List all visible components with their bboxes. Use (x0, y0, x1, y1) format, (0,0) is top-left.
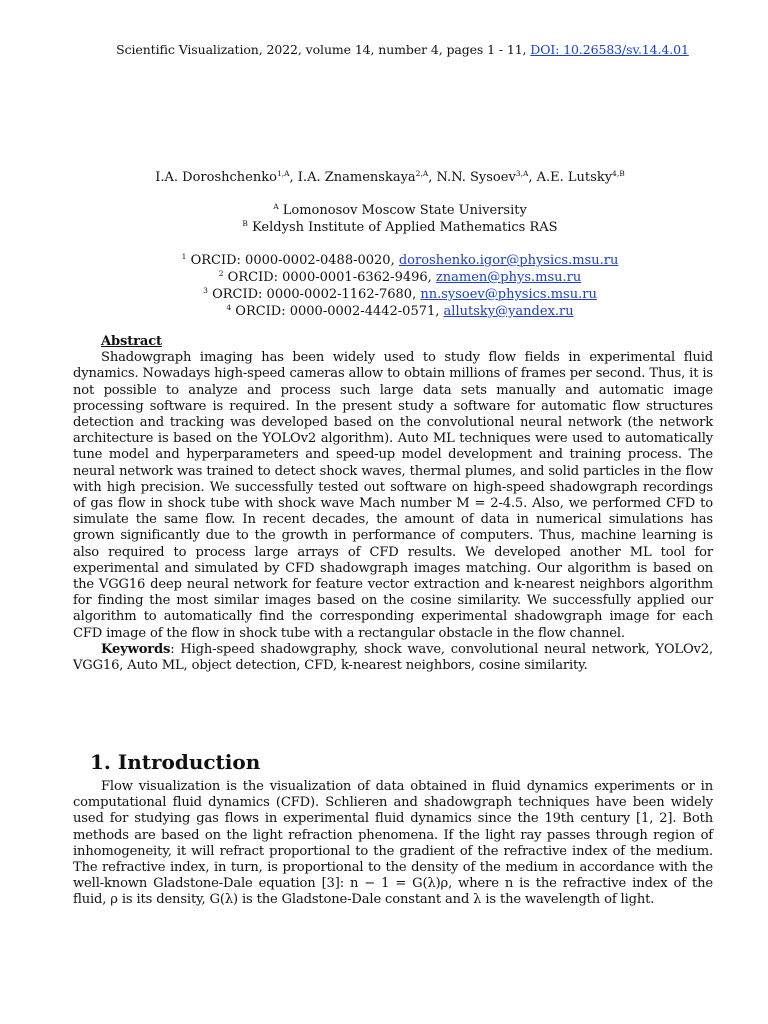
journal-header (0, 42, 768, 57)
keywords-label: Keywords (101, 641, 171, 657)
email-link[interactable]: doroshenko.igor@physics.msu.ru (398, 253, 619, 268)
orcid-line: $^3$ ORCID: 0000-0002-1162-7680, nn.sysoev@physics.msu.ru (203, 286, 597, 302)
author-list (60, 170, 720, 185)
affiliation: $^A$ Lomonosov Moscow State University (273, 202, 527, 218)
orcid-list (60, 252, 740, 320)
email-link[interactable]: nn.sysoev@physics.msu.ru (420, 287, 597, 302)
email-link[interactable]: allutsky@yandex.ru (443, 304, 574, 319)
author: A.E. Lutsky$^{4,B}$ (536, 169, 625, 185)
author: I.A. Znamenskaya$^{2,A}$, (297, 169, 437, 185)
orcid-line: $^2$ ORCID: 0000-0001-6362-9496, znamen@phys.msu.ru (218, 269, 582, 285)
orcid-line: $^1$ ORCID: 0000-0002-0488-0020, doroshenko.igor@physics.msu.ru (181, 252, 619, 268)
keywords-paragraph (73, 642, 713, 674)
affiliation: $^B$ Keldysh Institute of Applied Mathematics RAS (242, 218, 558, 235)
abstract-text: Shadowgraph imaging has been widely used to study flow fields in experimental fluid dynamics. Nowadays high-speed cameras allow to obtain millions of frames per second. Thus, it is not possible to analyze and process such large data sets manually and automatic image processing software is required. In the present study a software for automatic flow structures detection and tracking was developed based on the convolutional neural network (the network architecture is based on the YOLOv2 algorithm). Auto ML techniques were used to automatically tune model and hyperparameters and speed-up model development and training process. The neural network was trained to detect shock waves, thermal plumes, and solid particles in the flow with high precision. We successfully tested out software on high-speed shadowgraph recordings of gas flow in shock tube with shock wave Mach number M = 2-4.5. Also, we performed CFD to simulate the same flow. In recent decades, the amount of data in numerical simulations has grown significantly due to the growth in performance of computers. Thus, machine learning is also required to process large arrays of CFD results. We developed another ML tool for experimental and simulated by CFD shadowgraph images matching. Our algorithm is based on the VGG16 deep neural network for feature vector extraction and k-nearest neighbors algorithm for finding the most similar images based on the cosine similarity. We successfully applied our algorithm to automatically find the corresponding experimental shadowgraph image for each CFD image of the flow in shock tube with a rectangular obstacle in the flow channel. (73, 350, 713, 641)
email-link[interactable]: znamen@phys.msu.ru (435, 270, 582, 285)
introduction-section (73, 779, 713, 909)
doi-link[interactable]: DOI: 10.26583/sv.14.4.01 (530, 42, 689, 57)
abstract-heading: Abstract (101, 334, 162, 349)
affiliations (60, 203, 740, 236)
section-heading: 1. Introduction (90, 750, 261, 774)
author: N.N. Sysoev$^{3,A}$, (436, 169, 537, 185)
orcid-line: $^4$ ORCID: 0000-0002-4442-0571, allutsky@yandex.ru (226, 303, 574, 319)
abstract-section (73, 334, 713, 674)
citation-text: Scientific Visualization, 2022, volume 14, number 4, pages 1 - 11, (116, 42, 527, 57)
introduction-text: Flow visualization is the visualization of data obtained in fluid dynamics experiments or in computational fluid dynamics (CFD). Schlieren and shadowgraph techniques have been widely used for studying gas flows in experimental fluid dynamics since the 19th century [1, 2]. Both methods are based on the light refraction phenomena. If the light ray passes through region of inhomogeneity, it will refract proportional to the gradient of the refractive index of the medium. The refractive index, in turn, is proportional to the density of the medium in accordance with the well-known Gladstone-Dale equation [3]: n − 1 = G(λ)ρ, where n is the refractive index of the fluid, ρ is its density, G(λ) is the Gladstone-Dale constant and λ is the wavelength of light. (73, 779, 713, 908)
author: I.A. Doroshchenko$^{1,A}$, (155, 169, 298, 185)
keywords-text: : High-speed shadowgraphy, shock wave, convolutional neural network, YOLOv2, VGG16, Auto ML, object detection, CFD, k-nearest neighbors, cosine similarity. (73, 641, 713, 674)
